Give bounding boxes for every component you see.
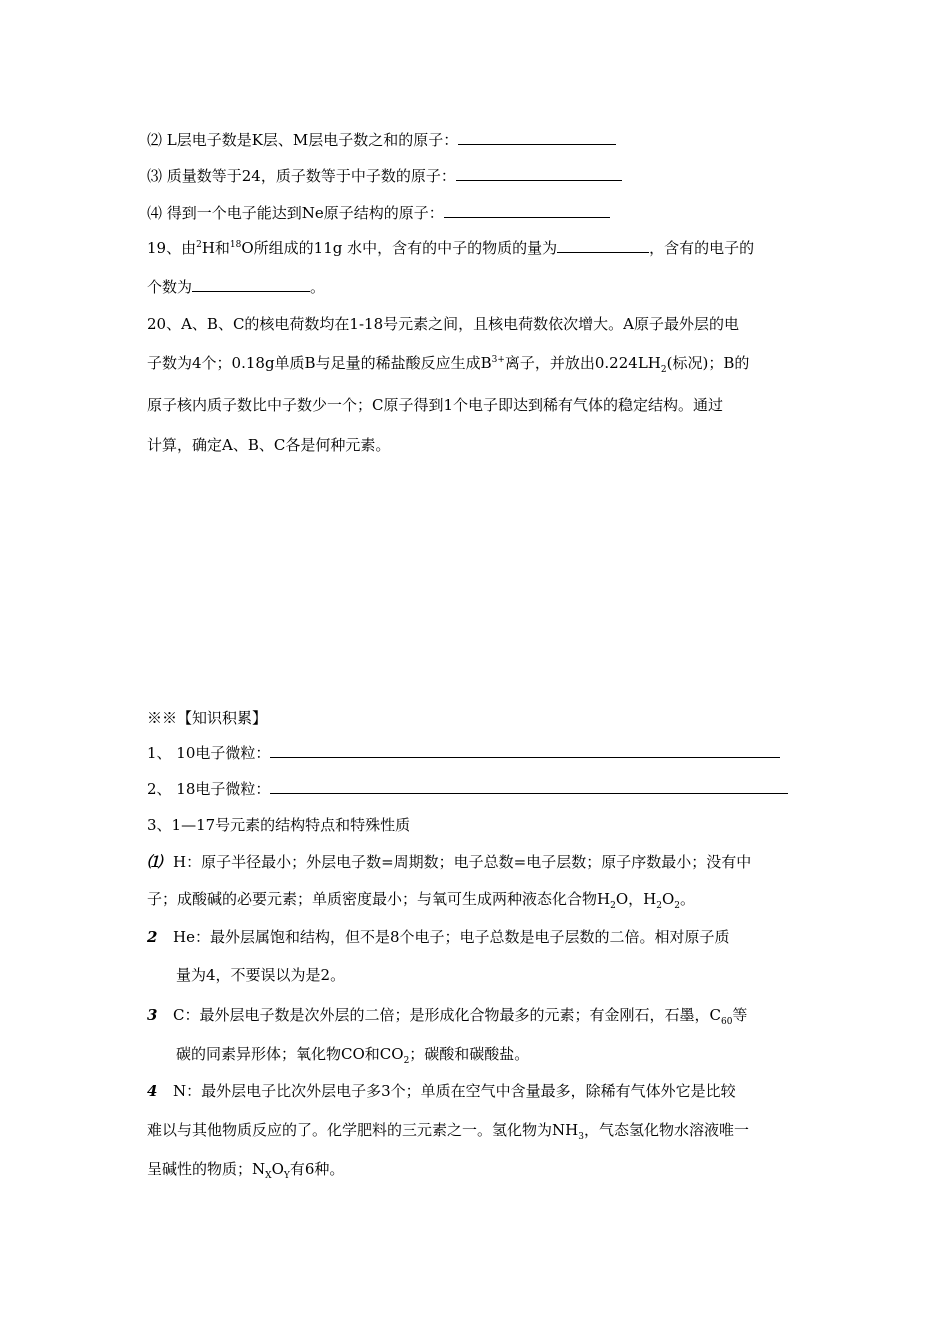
- q20-line-1: 20、A、B、C的核电荷数均在1-18号元素之间，且核电荷数依次增大。A原子最外层的电: [147, 315, 739, 333]
- q20-line-4: 计算，确定A、B、C各是何种元素。: [147, 436, 391, 454]
- answer-blank[interactable]: [557, 237, 649, 253]
- q19-line-1: 19、由$^2$H和$^{18}$O所组成的11g 水中，含有的中子的物质的量为 ，含有的电子的: [147, 239, 755, 257]
- knowledge-item-2: 2、 18电子微粒：: [147, 778, 788, 799]
- q18-item-2: ⑵ L层电子数是K层、M层电子数之和的原子：: [147, 129, 616, 150]
- element-c-line-2: 碳的同素异形体；氧化物CO和$CO_2$；碳酸和碳酸盐。: [176, 1045, 530, 1066]
- element-n-line-2: 难以与其他物质反应的了。化学肥料的三元素之一。氢化物为$NH_3$，气态氢化物水溶液唯一: [147, 1121, 749, 1142]
- answer-blank[interactable]: [458, 129, 616, 145]
- element-h-line-1: ⑴ H：原子半径最小；外层电子数=周期数；电子总数=电子层数；原子序数最小；没有中: [147, 853, 752, 871]
- q20-line-2: 子数为4个；0.18g单质B与足量的稀盐酸反应生成$B^{3+}$离子，并放出$0.224LH_2$(标况)；B的: [147, 354, 750, 375]
- element-h-line-2: 子；成酸碱的必要元素；单质密度最小；与氧可生成两种液态化合物$H_2O$，$H_2O_2$。: [147, 890, 696, 911]
- element-he-line-1: 2 He：最外层属饱和结构，但不是8个电子；电子总数是电子层数的二倍。相对原子质: [147, 928, 730, 946]
- answer-blank[interactable]: [444, 202, 610, 218]
- element-n-line-1: 4 N：最外层电子比次外层电子多3个；单质在空气中含量最多，除稀有气体外它是比较: [147, 1082, 736, 1100]
- element-n-line-3: 呈碱性的物质；$N_XO_Y$有6种。: [147, 1160, 345, 1181]
- knowledge-item-1: 1、 10电子微粒：: [147, 742, 780, 763]
- q19-line-2: 个数为 。: [147, 278, 326, 296]
- answer-blank[interactable]: [192, 276, 310, 292]
- answer-blank[interactable]: [456, 165, 622, 181]
- knowledge-heading: ※※【知识积累】: [147, 709, 268, 727]
- q20-line-3: 原子核内质子数比中子数少一个；C原子得到1个电子即达到稀有气体的稳定结构。通过: [147, 396, 724, 414]
- q18-item-4: ⑷ 得到一个电子能达到Ne原子结构的原子：: [147, 202, 610, 223]
- knowledge-item-3: 3、1—17号元素的结构特点和特殊性质: [147, 816, 411, 834]
- answer-blank[interactable]: [270, 742, 780, 758]
- element-c-line-1: 3 C：最外层电子数是次外层的二倍；是形成化合物最多的元素；有金刚石，石墨，$C_{60}$等: [147, 1006, 748, 1027]
- answer-blank[interactable]: [270, 778, 788, 794]
- q18-item-3: ⑶ 质量数等于24，质子数等于中子数的原子：: [147, 165, 622, 186]
- element-he-line-2: 量为4，不要误以为是2。: [176, 966, 346, 984]
